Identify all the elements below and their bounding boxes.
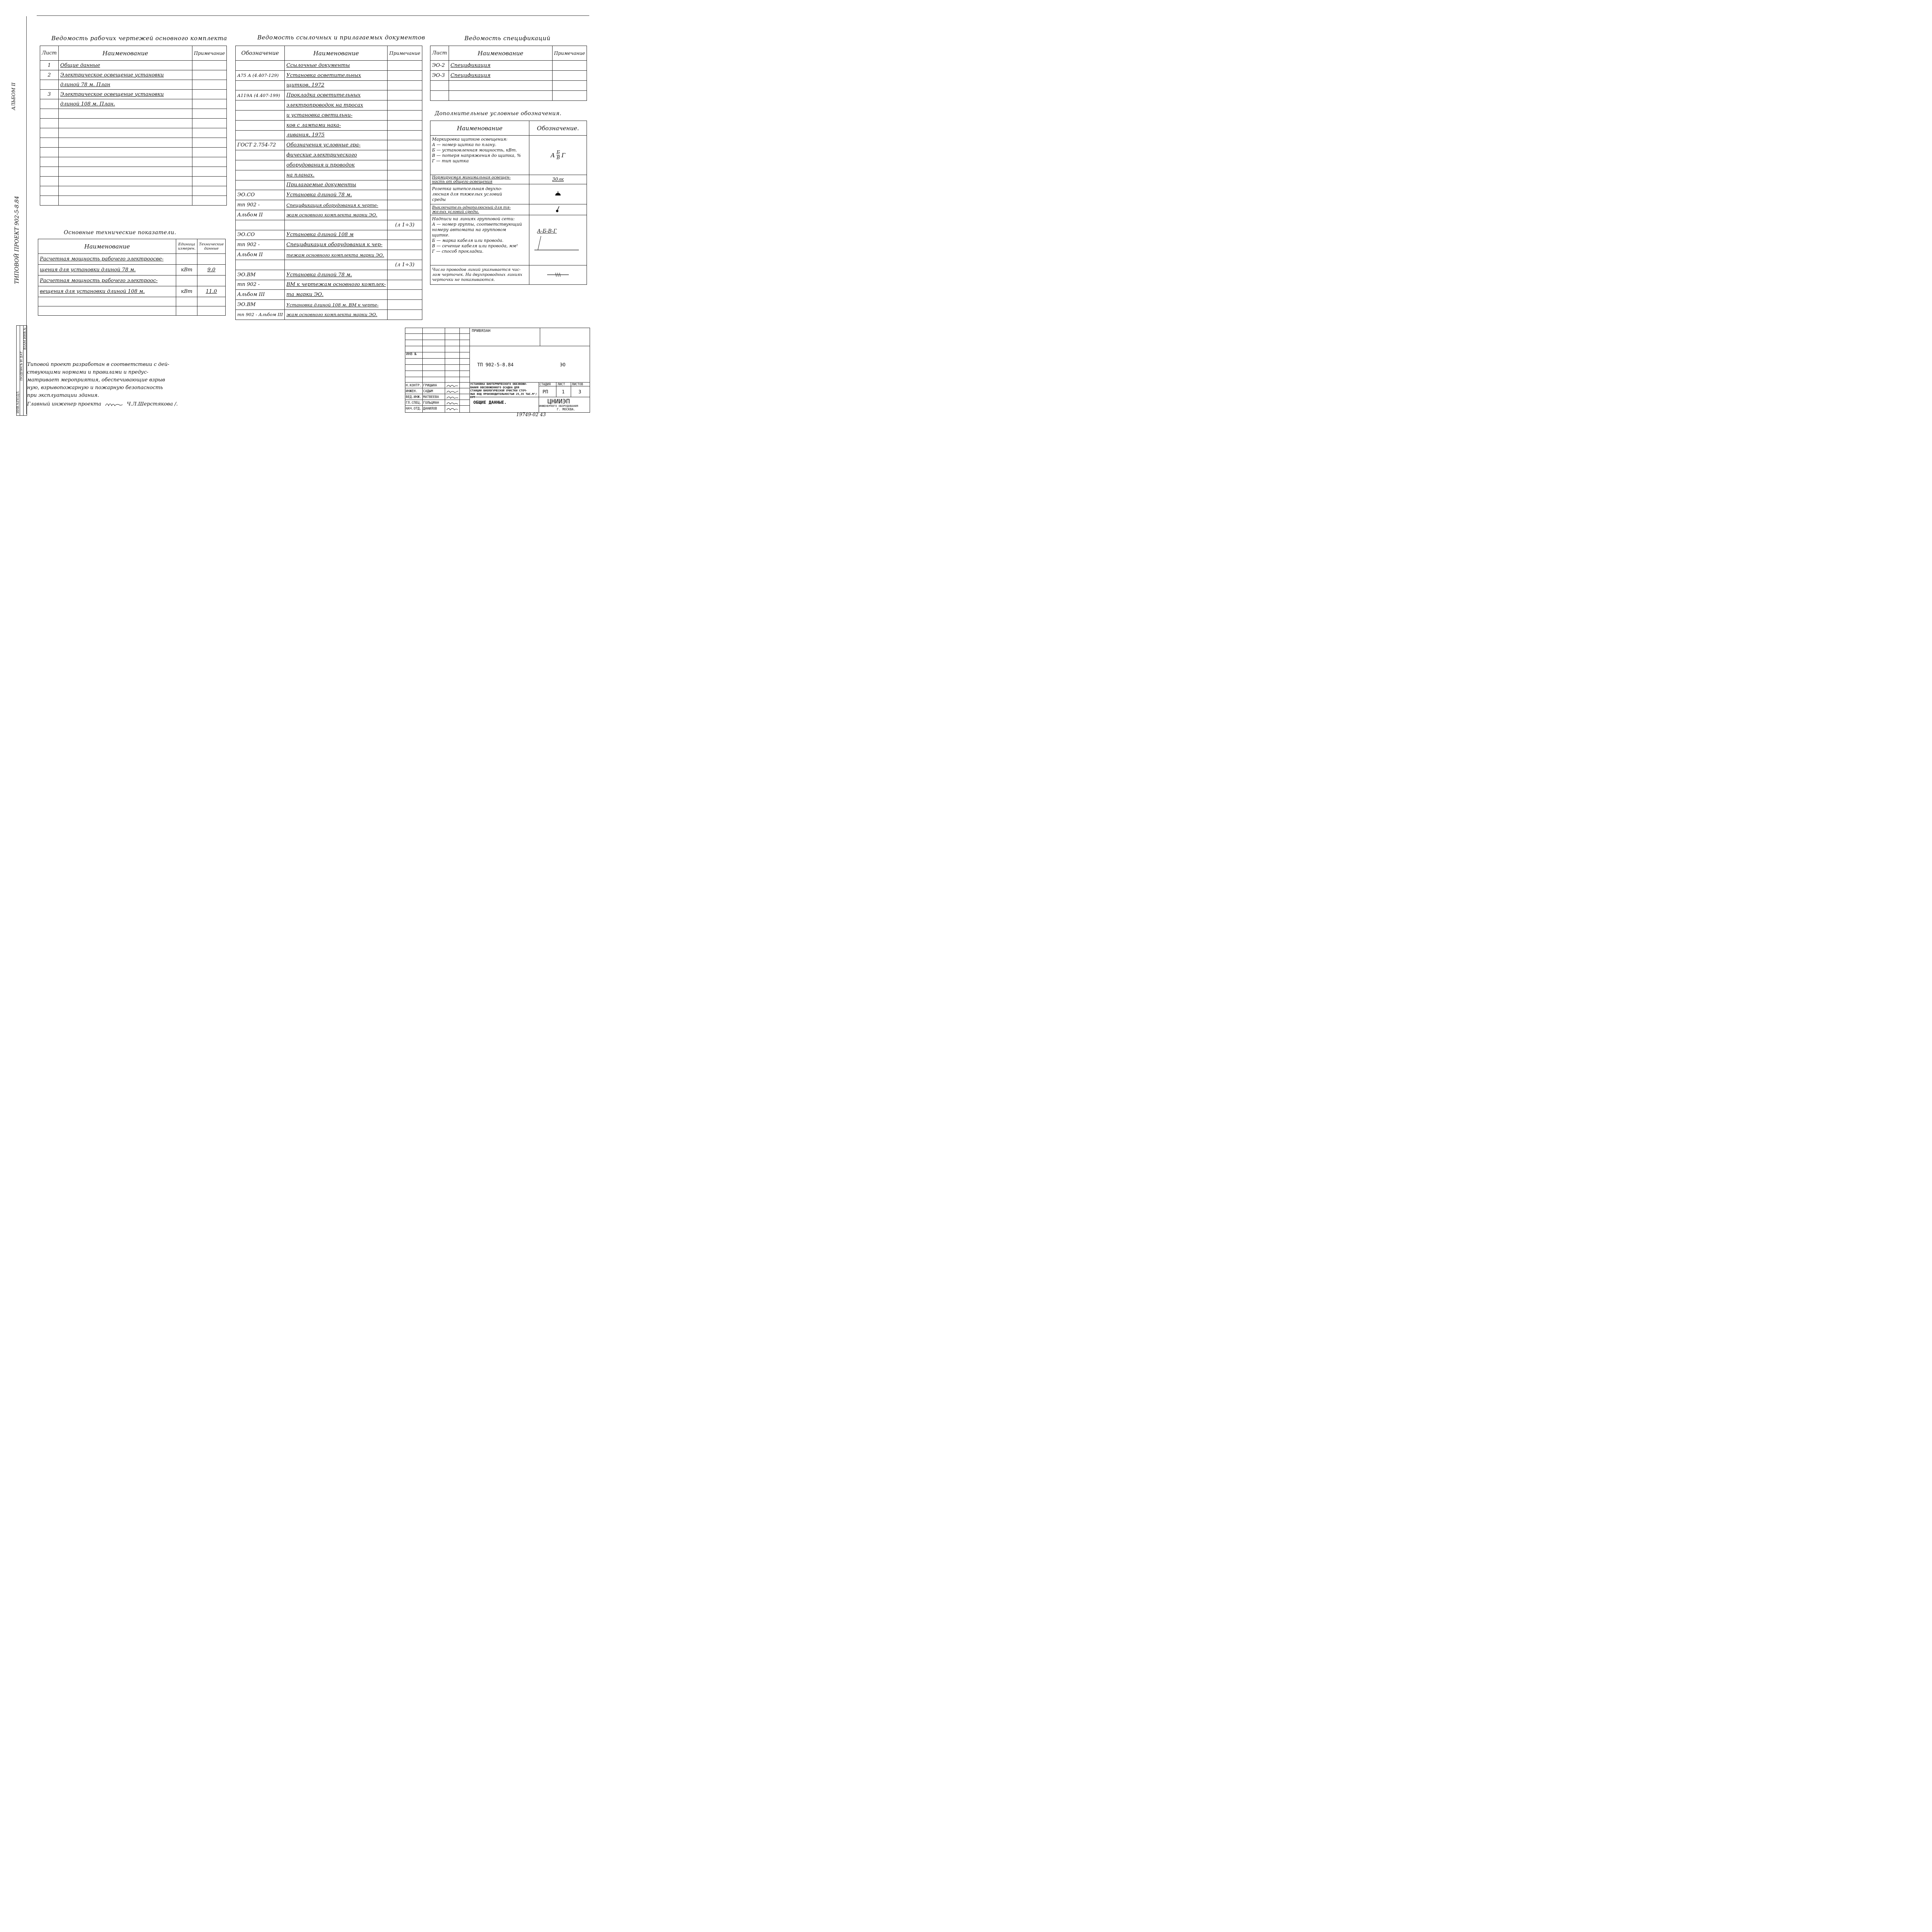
table-row: (л 1÷3) bbox=[236, 220, 422, 230]
inv-label: ИНВ № bbox=[406, 352, 417, 356]
frame-top-line bbox=[37, 15, 589, 16]
table-row: тп 902 - Альбом III жам основного комплекта марки ЭО. bbox=[236, 310, 422, 320]
table-row: А119А (4.407-199) Прокладка осветительных bbox=[236, 90, 422, 100]
table-row: Альбом II тежам основного комплекта марки ЭО. bbox=[236, 250, 422, 260]
tech-title: Основные технические показатели. bbox=[64, 230, 177, 236]
table-row: А75 А (4.407-129) Установка осветительных bbox=[236, 70, 422, 80]
org-name: ЦНИИЭП bbox=[548, 398, 570, 405]
org-subtitle: ИНЖЕНЕРНОГО ОБОРУДОВАНИЯ bbox=[539, 405, 578, 408]
table-row: Розетка штепсельная двухпо- люсная для тяжелых условий среды bbox=[430, 184, 587, 204]
sheets-header: ЛИСТОВ bbox=[572, 383, 583, 386]
table-row: ЭО.СО Установка длиной 108 м bbox=[236, 230, 422, 240]
col-header: Наименование bbox=[38, 239, 176, 254]
switch-icon bbox=[555, 206, 561, 213]
project-side-label: ТИПОВОЙ ПРОЕКТ 902-5-8.84 bbox=[14, 196, 20, 284]
col-header: Примечание bbox=[388, 46, 422, 61]
project-code: ТП 902-5-8.84 bbox=[477, 362, 514, 367]
table-row: Выключатель однополюсный для тя- желых условий среды. bbox=[430, 204, 587, 215]
col-header: Примечание bbox=[192, 46, 226, 61]
table-row: длиной 78 м. План bbox=[40, 80, 227, 90]
sheet-value: 1 bbox=[562, 389, 565, 395]
table-row: ЭО-2 Спецификация bbox=[430, 61, 587, 71]
illuminance-symbol: 30лк bbox=[552, 177, 564, 182]
wire-ticks-icon bbox=[546, 272, 570, 277]
table-row: Надписи на линиях групповой сети: А — номер группы, соответствующий номеру автомата на групповом щитке. Б — марка кабеля или провода. В — сечение кабеля или провода, мм² Г — способ прокладки. А-Б-В-Г bbox=[430, 215, 587, 265]
table-row: Расчетная мощность рабочего электроосве- bbox=[38, 254, 226, 265]
table-row: щения для установки длиной 78 м. кВт 9.0 bbox=[38, 265, 226, 276]
engineer-line bbox=[27, 401, 178, 407]
table-row: на планах. bbox=[236, 170, 422, 180]
org-city: Г. МОСКВА. bbox=[557, 408, 576, 411]
stamp-col-2: ПОДПИСЬ И ДАТ. bbox=[20, 350, 23, 381]
docs-title: Ведомость ссылочных и прилагаемых документов bbox=[257, 34, 425, 41]
group-line-label: А-Б-В-Г bbox=[537, 228, 557, 234]
socket-icon bbox=[554, 191, 561, 196]
table-row: Альбом III та марки ЭО. bbox=[236, 290, 422, 300]
col-header: Примечание bbox=[552, 46, 587, 61]
table-row: ливания, 1975 bbox=[236, 130, 422, 140]
col-header: Лист bbox=[40, 46, 59, 61]
table-row: длиной 108 м. План. bbox=[40, 99, 227, 109]
tech-table bbox=[38, 239, 226, 316]
table-row: ЭО-3 Спецификация bbox=[430, 71, 587, 81]
col-header: Наименование bbox=[449, 46, 552, 61]
col-header: Лист bbox=[430, 46, 449, 61]
sheets-value: 3 bbox=[578, 389, 582, 395]
specs-title: Ведомость спецификаций bbox=[464, 35, 551, 42]
stamp-col-1: ИНВ.№ПОДЛ. bbox=[16, 390, 20, 413]
symbols-table bbox=[430, 121, 587, 285]
table-row: Альбом II жам основного комплекта марки ЭО. bbox=[236, 210, 422, 220]
table-row: Прилагаемые документы bbox=[236, 180, 422, 190]
specs-table bbox=[430, 46, 587, 101]
table-row: тп 902 - Спецификация оборудования к черте- bbox=[236, 200, 422, 210]
table-row: щитков, 1972 bbox=[236, 80, 422, 90]
table-row: фические электрического bbox=[236, 150, 422, 160]
drawings-table bbox=[40, 46, 227, 206]
col-header: Наименование bbox=[430, 121, 529, 136]
doc-mark: ЭО bbox=[560, 362, 566, 367]
table-row: электропроводок на тросах bbox=[236, 100, 422, 111]
project-description: УСТАНОВКА БИОТЕРМИЧЕСКОГО ОБЕЗВОЖИ- ВАНИЯ ОБЕЗВОЖЕННОГО ОСАДКА ДЛЯ СТАНЦИИ БИОЛОГИЧЕСКОЙ ОЧИСТКИ СТОЧ- НЫХ ВОД ПРОИЗВОДИТЕЛЬНОСТЬЮ 25,35 ТЫС.М³/СУТ bbox=[470, 383, 537, 399]
table-row: 3 Электрическое освещение установки bbox=[40, 90, 227, 99]
table-row: 1 Общие данные bbox=[40, 61, 227, 70]
table-row: тп 902 - Спецификация оборудования к чер- bbox=[236, 240, 422, 250]
panel-marking-symbol: А Б В Г bbox=[550, 150, 566, 160]
title-block bbox=[405, 328, 590, 413]
docs-table bbox=[235, 46, 422, 320]
table-row: Нормируемая минимальная освещен- ность от общего освещения 30лк bbox=[430, 175, 587, 184]
album-side-label: АЛЬБОМ II bbox=[11, 82, 16, 110]
sheet-header: ЛИСТ bbox=[558, 383, 565, 386]
table-row: вещения для установки длиной 108 м. кВт 11.0 bbox=[38, 286, 226, 297]
engineer-name: Ч.Л.Шерстякова /. bbox=[127, 401, 178, 407]
table-row: ков с лампами нака- bbox=[236, 120, 422, 130]
footer-code: 19749-02 43 bbox=[516, 412, 546, 417]
table-row: (л 1÷3) bbox=[236, 260, 422, 270]
col-header: Обозначение. bbox=[529, 121, 587, 136]
group-line-icon bbox=[532, 235, 581, 254]
table-row: Расчетная мощность рабочего электроос- bbox=[38, 276, 226, 286]
signer-roles: Н.КОНТР. ИНЖЕН. ВЕД.ИНЖ. ГЛ.СПЕЦ. НАЧ.ОТД. bbox=[406, 384, 422, 411]
table-row: тп 902 - ВМ к чертежам основного комплек- bbox=[236, 280, 422, 290]
table-row: Число проводов линий указывается чис- лом черточек. На двухпроводных линиях черточки не показываются. bbox=[430, 265, 587, 285]
stamp-col-3: ВЗАМ.ИНВ.№ bbox=[23, 327, 27, 350]
symbols-title: Дополнительные условные обозначения. bbox=[435, 111, 562, 117]
signatures-icon bbox=[446, 383, 459, 412]
table-row: Маркировка щитков освещения: А — номер щитка по плану. Б — установленная мощность, кВт. В — потеря напряжения до щитка, % Г — тип щитка А Б В Г bbox=[430, 136, 587, 175]
table-row: оборудования и проводок bbox=[236, 160, 422, 170]
signature-icon bbox=[104, 401, 124, 407]
table-row: ГОСТ 2.754-72 Обозначения условные гра- bbox=[236, 140, 422, 150]
col-header: Технические данные bbox=[197, 239, 226, 254]
col-header: Обозначение bbox=[236, 46, 285, 61]
drawings-title: Ведомость рабочих чертежей основного комплекта bbox=[51, 35, 227, 42]
col-header: Наименование bbox=[285, 46, 388, 61]
table-row: 2 Электрическое освещение установки bbox=[40, 70, 227, 80]
engineer-title: Главный инженер проекта bbox=[27, 401, 102, 407]
privyazan-label: ПРИВЯЗАН bbox=[472, 329, 491, 333]
doc-title: ОБЩИЕ ДАННЫЕ. bbox=[473, 400, 507, 405]
table-row: ЭО.ВМ Установка длиной 78 м. bbox=[236, 270, 422, 280]
table-row: Ссылочные документы bbox=[236, 61, 422, 71]
table-row: ЭО.СО Установка длиной 78 м. bbox=[236, 190, 422, 200]
stage-header: СТАДИЯ bbox=[539, 383, 551, 386]
table-row: ЭО.ВМ Установка длиной 108 м. ВМ к черте- bbox=[236, 300, 422, 310]
col-header: Наименование bbox=[58, 46, 192, 61]
general-note: Типовой проект разработан в соответствии с дей- ствующими нормами и правилами и предус- матривает мероприятия, обеспечивающие взрыв ную, взрывопожарную и пожарную безопасность при эксплуатации здания. bbox=[27, 362, 170, 398]
stage-value: РП bbox=[543, 389, 548, 395]
signer-names: ГРИЦЫНА САДЫМ МАТВЕЕВА ГОЛЬЦМАН ДАНИЛОВ bbox=[423, 384, 439, 411]
table-row: и установка светильни- bbox=[236, 110, 422, 120]
col-header: Единица измерен. bbox=[176, 239, 197, 254]
